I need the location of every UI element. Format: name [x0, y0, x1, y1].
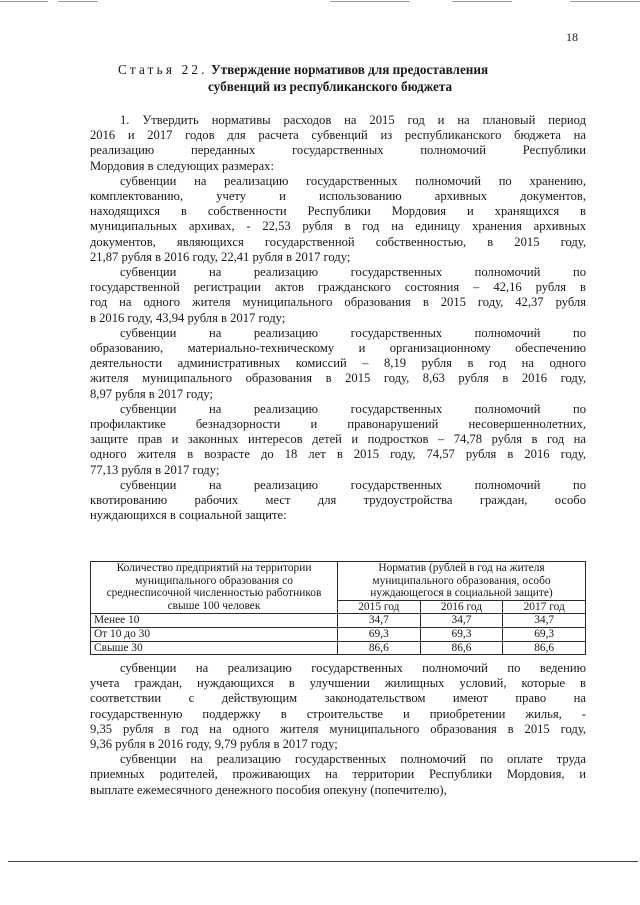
text-line: нуждающихся в социальной защите: — [90, 508, 287, 523]
text-line: 77,13 рубля в 2017 году; — [90, 462, 220, 477]
text-line: защите прав и законных интересов детей и подростков – 74,78 рубля в год на — [90, 432, 586, 447]
text-line: 2016 и 2017 годов для расчета субвенций из республиканского бюджета на — [90, 128, 586, 143]
heading-line-1 — [118, 61, 558, 78]
text-line: учета граждан, нуждающихся в улучшении жилищных условий, которые в — [90, 676, 586, 691]
table-row — [91, 641, 586, 655]
value-cell: 34,7 — [503, 614, 586, 628]
text-line: реализацию переданных государственных полномочий Республики — [90, 143, 586, 158]
text-line: государственную поддержку в строительстве и приобретении жилья, - — [90, 706, 586, 721]
text-line: 1. Утвердить нормативы расходов на 2015 год и на плановый период — [120, 113, 586, 127]
article-heading — [118, 61, 558, 95]
text-line: в 2016 году, 43,94 рубля в 2017 году; — [90, 310, 286, 325]
text-line: муниципальных архивах, - 22,53 рубля в год на единицу хранения архивных — [90, 219, 586, 234]
article-body — [90, 113, 586, 523]
page-number: 18 — [566, 30, 578, 44]
table-row — [91, 614, 586, 628]
year-header-2015: 2015 год — [338, 600, 421, 614]
text-line: комплектованию, учету и использованию архивных документов, — [90, 189, 586, 204]
article-body-continued — [90, 661, 586, 798]
paragraph — [90, 402, 586, 478]
text-line: 9,35 рубля в год на одного жителя муниципального образования в 2015 году, — [90, 721, 586, 736]
paragraph — [90, 174, 586, 265]
value-cell: 69,3 — [503, 627, 586, 641]
text-line: квотированию рабочих мест для трудоустройства граждан, особо — [90, 493, 586, 508]
value-cell: 34,7 — [420, 614, 503, 628]
article-title-line1: Утверждение нормативов для предоставления — [210, 62, 489, 77]
col2-header: Норматив (рублей в год на жителя муниципального образования, особо нуждающегося в социальной защите) — [338, 562, 586, 601]
paragraph — [90, 113, 586, 174]
text-line: 9,36 рубля в 2016 году, 9,79 рубля в 2017 году; — [90, 737, 338, 752]
norm-table — [90, 561, 586, 655]
paragraph — [90, 265, 586, 326]
year-header-2017: 2017 год — [503, 600, 586, 614]
text-line: субвенции на реализацию государственных полномочий по оплате труда — [120, 752, 586, 767]
text-line: субвенции на реализацию государственных полномочий по хранению, — [120, 173, 586, 188]
text-line: государственной регистрации актов гражданского состояния – 42,16 рубля в — [90, 280, 586, 295]
text-line: находящихся в собственности Республики Мордовия и хранящихся в — [90, 204, 586, 219]
value-cell: 69,3 — [420, 627, 503, 641]
text-line: документов, являющихся государственной собственностью, в 2015 году, — [90, 234, 586, 249]
text-line: профилактике безнадзорности и правонарушений несовершеннолетних, — [90, 417, 586, 432]
text-line: 21,87 рубля в 2016 году, 22,41 рубля в 2017 году; — [90, 249, 351, 264]
value-cell: 86,6 — [420, 641, 503, 655]
row-label: Свыше 30 — [91, 641, 338, 655]
paragraph — [90, 478, 586, 524]
text-line: субвенции на реализацию государственных полномочий по — [120, 325, 586, 340]
text-line: деятельности административных комиссий – 8,19 рубля в год на одного — [90, 356, 586, 371]
text-line: субвенции на реализацию государственных полномочий по — [120, 265, 586, 280]
text-line: соответствии с действующим законодательством имеют право на — [90, 691, 586, 706]
value-cell: 86,6 — [338, 641, 421, 655]
paragraph — [90, 326, 586, 402]
paragraph — [90, 661, 586, 752]
scan-edge-marks — [0, 0, 640, 4]
year-header-2016: 2016 год — [420, 600, 503, 614]
text-line: приемных родителей, проживающих на территории Республики Мордовия, и — [90, 767, 586, 782]
text-line: субвенции на реализацию государственных полномочий по — [120, 401, 586, 416]
text-line: 8,97 рубля в 2017 году; — [90, 386, 214, 401]
row-label: Менее 10 — [91, 614, 338, 628]
text-line: субвенции на реализацию государственных полномочий по — [120, 477, 586, 492]
text-line: одного жителя в возрасте до 18 лет в 2015 году, 74,57 рубля в 2016 году, — [90, 447, 586, 462]
paragraph — [90, 752, 586, 798]
text-line: Мордовия в следующих размерах: — [90, 158, 274, 173]
text-line: жителя муниципального образования в 2015 году, 8,63 рубля в 2016 году, — [90, 371, 586, 386]
row-label: От 10 до 30 — [91, 627, 338, 641]
article-title-line2: субвенций из республиканского бюджета — [208, 79, 453, 94]
col1-header: Количество предприятий на территории муниципального образования со среднесписочной численностью работников свыше 100 человек — [91, 562, 338, 614]
article-label: Статья 22. — [118, 62, 208, 77]
text-line: год на одного жителя муниципального образования в 2015 году, 42,37 рубля — [90, 295, 586, 310]
bottom-rule — [8, 861, 638, 862]
text-line: субвенции на реализацию государственных полномочий по ведению — [120, 661, 586, 675]
value-cell: 86,6 — [503, 641, 586, 655]
table-row — [91, 627, 586, 641]
text-line: образованию, материально-техническому и организационному обеспечению — [90, 341, 586, 356]
value-cell: 34,7 — [338, 614, 421, 628]
value-cell: 69,3 — [338, 627, 421, 641]
text-line: выплате ежемесячного денежного пособия опекуну (попечителю), — [90, 782, 447, 797]
